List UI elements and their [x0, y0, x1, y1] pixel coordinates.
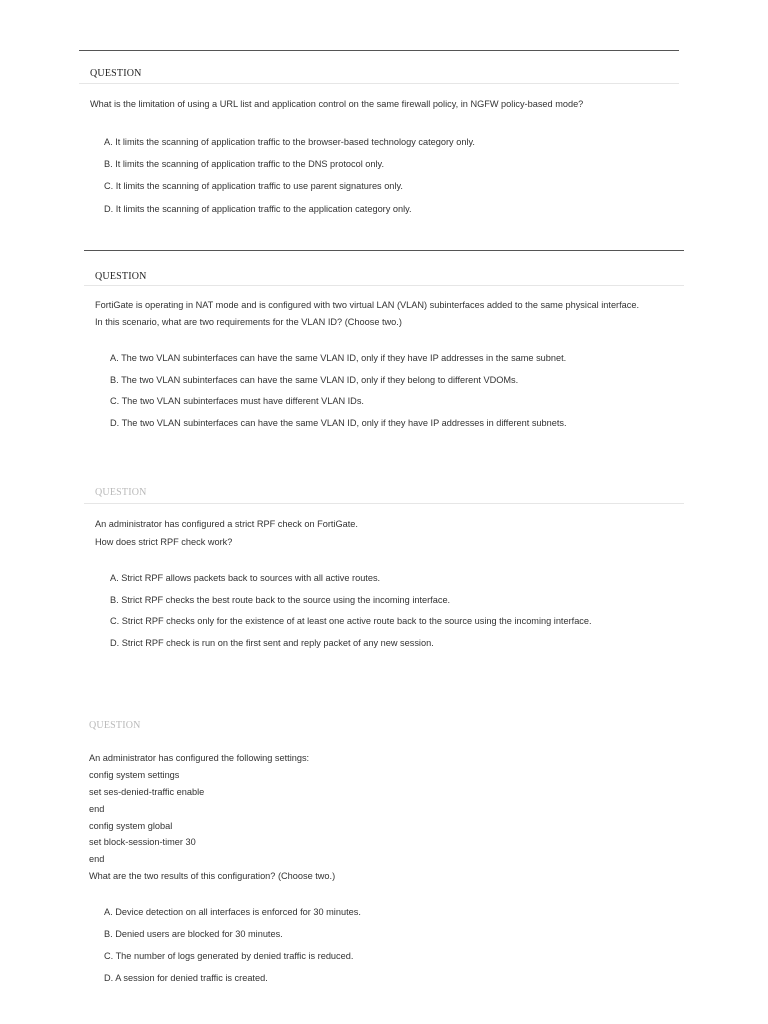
answer-option-d: D. Strict RPF check is run on the first sent and reply packet of any new session.: [110, 638, 434, 648]
answer-option-d: D. It limits the scanning of application traffic to the application category only.: [104, 204, 412, 214]
answer-option-c: C. The two VLAN subinterfaces must have different VLAN IDs.: [110, 396, 364, 406]
question-text: FortiGate is operating in NAT mode and is configured with two virtual LAN (VLAN) subinterfaces added to the same physical interface.: [95, 300, 640, 310]
answer-option-c: C. The number of logs generated by denied traffic is reduced.: [104, 951, 354, 961]
config-line: set ses-denied-traffic enable: [89, 787, 205, 797]
question-header: QUESTION: [90, 68, 142, 79]
header-underline: [84, 285, 684, 286]
answer-option-c: C. Strict RPF checks only for the existence of at least one active route back to the source using the incoming interface.: [110, 616, 592, 626]
question-text: In this scenario, what are two requirements for the VLAN ID? (Choose two.): [95, 317, 402, 327]
question-text: An administrator has configured the following settings:: [89, 753, 310, 763]
question-header: QUESTION: [95, 487, 147, 498]
config-line: config system settings: [89, 770, 180, 780]
answer-option-a: A. It limits the scanning of application traffic to the browser-based technology category only.: [104, 137, 475, 147]
config-line: set block-session-timer 30: [89, 837, 196, 847]
header-underline: [79, 83, 679, 84]
answer-option-a: A. Device detection on all interfaces is enforced for 30 minutes.: [104, 907, 361, 917]
question-text: What are the two results of this configuration? (Choose two.): [89, 871, 336, 881]
config-line: config system global: [89, 821, 173, 831]
header-underline: [84, 503, 684, 504]
answer-option-d: D. A session for denied traffic is created.: [104, 973, 268, 983]
question-header: QUESTION: [89, 720, 141, 731]
question-text: How does strict RPF check work?: [95, 537, 233, 547]
answer-option-d: D. The two VLAN subinterfaces can have the same VLAN ID, only if they have IP addresses in different subnets.: [110, 418, 567, 428]
answer-option-a: A. Strict RPF allows packets back to sources with all active routes.: [110, 573, 381, 583]
section-divider: [84, 250, 684, 251]
question-header: QUESTION: [95, 271, 147, 282]
question-text: What is the limitation of using a URL list and application control on the same firewall policy, in NGFW policy-based mode?: [90, 99, 584, 109]
config-line: end: [89, 804, 105, 814]
question-text: An administrator has configured a strict RPF check on FortiGate.: [95, 519, 358, 529]
answer-option-b: B. Denied users are blocked for 30 minutes.: [104, 929, 283, 939]
answer-option-b: B. Strict RPF checks the best route back to the source using the incoming interface.: [110, 595, 451, 605]
config-line: end: [89, 854, 105, 864]
answer-option-a: A. The two VLAN subinterfaces can have the same VLAN ID, only if they have IP addresses in the same subnet.: [110, 353, 567, 363]
answer-option-b: B. The two VLAN subinterfaces can have the same VLAN ID, only if they belong to different VDOMs.: [110, 375, 519, 385]
answer-option-b: B. It limits the scanning of application traffic to the DNS protocol only.: [104, 159, 385, 169]
section-divider: [79, 50, 679, 51]
answer-option-c: C. It limits the scanning of application traffic to use parent signatures only.: [104, 181, 403, 191]
